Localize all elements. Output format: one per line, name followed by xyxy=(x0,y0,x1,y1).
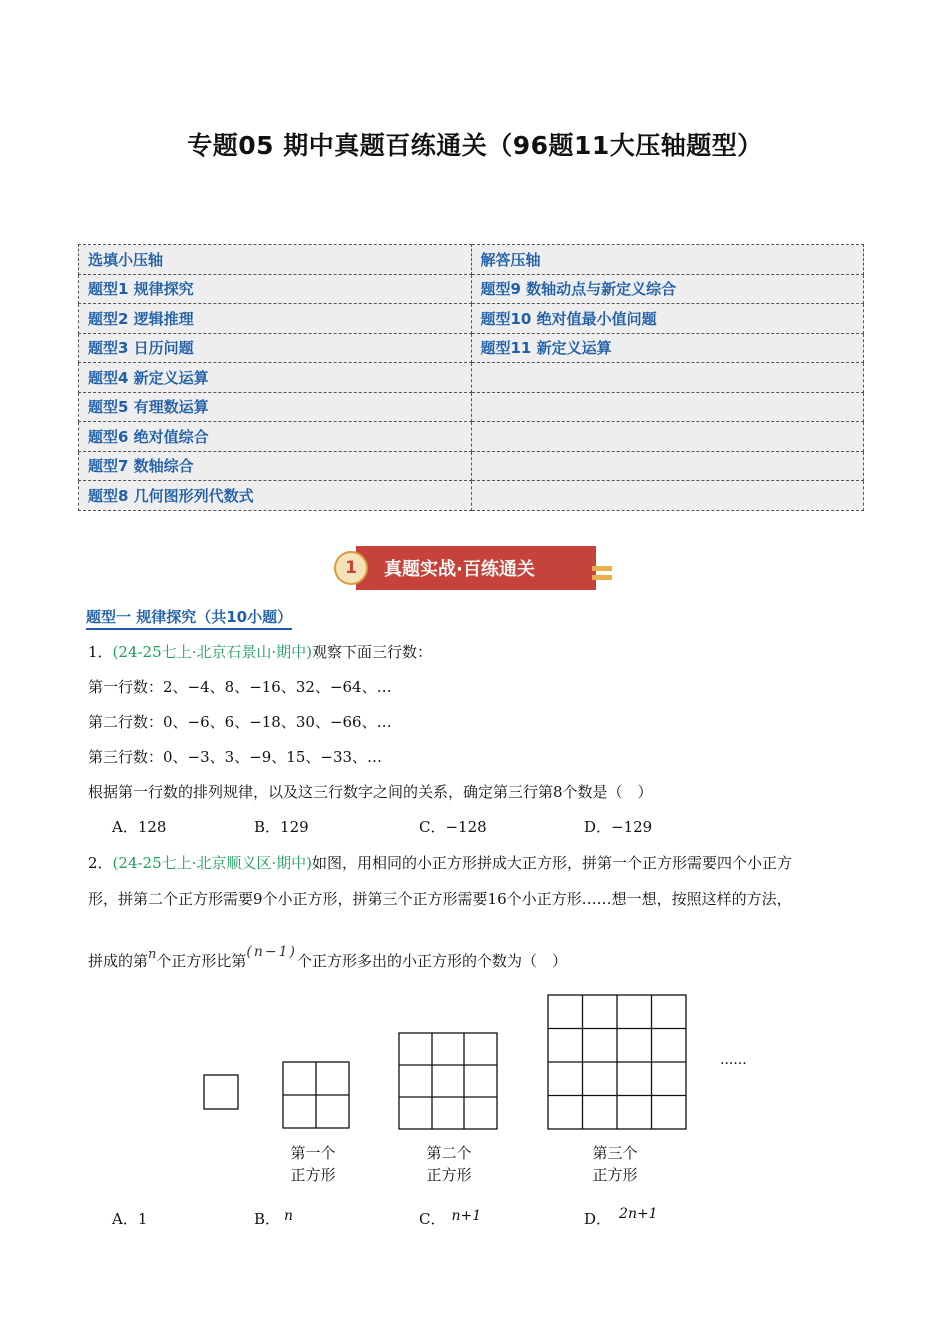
table-row xyxy=(79,333,864,363)
empty-cell xyxy=(471,392,864,422)
empty-cell xyxy=(471,422,864,452)
table-header-row xyxy=(79,245,864,275)
question-text: 观察下面三行数： xyxy=(312,643,433,661)
question-source: (24-25七上·北京石景山·期中) xyxy=(112,643,313,661)
option-c: C．−128 xyxy=(419,818,487,836)
question-number: 2． xyxy=(88,854,113,872)
empty-cell xyxy=(471,451,864,481)
figure-ellipsis: ...... xyxy=(720,1052,747,1068)
option-d: D． 2n+1 xyxy=(584,1206,658,1228)
topic-link[interactable]: 题型1 规律探究 xyxy=(79,274,472,304)
option-a: A．128 xyxy=(112,818,167,836)
question-1-prompt: 根据第一行数的排列规律，以及这三行数字之间的关系，确定第三行第8个数是（ ） xyxy=(88,783,653,801)
question-1-stem xyxy=(88,641,432,662)
table-row xyxy=(79,451,864,481)
section-banner xyxy=(334,546,614,590)
right-column-header: 解答压轴 xyxy=(471,245,864,275)
square-1x1 xyxy=(204,1075,238,1109)
option-b: B． n xyxy=(254,1208,294,1228)
topic-link[interactable]: 题型9 数轴动点与新定义综合 xyxy=(471,274,864,304)
topic-table xyxy=(78,244,864,511)
sequence-row-1: 第一行数：2、−4、8、−16、32、−64、… xyxy=(88,678,392,696)
banner-tab-decoration xyxy=(592,575,612,580)
table-row xyxy=(79,363,864,393)
topic-link[interactable]: 题型8 几何图形列代数式 xyxy=(79,481,472,511)
question-2-line-3: 拼成的第n个正方形比第(n−1)个正方形多出的小正方形的个数为（ ） xyxy=(88,944,567,970)
table-row xyxy=(79,304,864,334)
topic-link[interactable]: 题型11 新定义运算 xyxy=(471,333,864,363)
table-row xyxy=(79,392,864,422)
square-4x4 xyxy=(548,995,686,1129)
figure-caption-3: 第三个 正方形 xyxy=(592,1144,638,1184)
square-figures xyxy=(200,990,760,1130)
table-row xyxy=(79,481,864,511)
question-2-line-2: 形，拼第二个正方形需要9个小正方形，拼第三个正方形需要16个小正方形……想一想，按照这样的方法， xyxy=(88,890,792,908)
question-text: 如图，用相同的小正方形拼成大正方形，拼第一个正方形需要四个小正方 xyxy=(312,854,793,872)
math-variable-n: n xyxy=(148,947,157,962)
option-c: C． n+1 xyxy=(419,1208,482,1228)
page-title: 专题05 期中真题百练通关（96题11大压轴题型） xyxy=(187,131,763,160)
topic-link[interactable]: 题型4 新定义运算 xyxy=(79,363,472,393)
option-d: D．−129 xyxy=(584,818,653,836)
square-2x2 xyxy=(283,1062,349,1128)
figure-caption-2: 第二个 正方形 xyxy=(426,1144,472,1184)
question-source: (24-25七上·北京顺义区·期中) xyxy=(112,854,313,872)
empty-cell xyxy=(471,363,864,393)
empty-cell xyxy=(471,481,864,511)
banner-tab-decoration xyxy=(592,566,612,571)
sequence-row-3: 第三行数：0、−3、3、−9、15、−33、… xyxy=(88,748,383,766)
section-heading: 题型一 规律探究（共10小题） xyxy=(86,606,292,630)
option-b: B．129 xyxy=(254,818,309,836)
topic-link[interactable]: 题型2 逻辑推理 xyxy=(79,304,472,334)
topic-link[interactable]: 题型7 数轴综合 xyxy=(79,451,472,481)
question-2-stem xyxy=(88,852,792,873)
math-expression: (n−1) xyxy=(246,944,297,960)
topic-link[interactable]: 题型3 日历问题 xyxy=(79,333,472,363)
figure-caption-1: 第一个 正方形 xyxy=(290,1144,336,1184)
banner-number: 1 xyxy=(334,551,368,585)
topic-link[interactable]: 题型6 绝对值综合 xyxy=(79,422,472,452)
table-row xyxy=(79,422,864,452)
topic-link[interactable]: 题型5 有理数运算 xyxy=(79,392,472,422)
table-row xyxy=(79,274,864,304)
square-3x3 xyxy=(399,1033,497,1129)
left-column-header: 选填小压轴 xyxy=(79,245,472,275)
banner-title: 真题实战·百练通关 xyxy=(384,559,535,580)
topic-link[interactable]: 题型10 绝对值最小值问题 xyxy=(471,304,864,334)
question-number: 1． xyxy=(88,643,113,661)
option-a: A．1 xyxy=(112,1210,148,1228)
sequence-row-2: 第二行数：0、−6、6、−18、30、−66、… xyxy=(88,713,392,731)
